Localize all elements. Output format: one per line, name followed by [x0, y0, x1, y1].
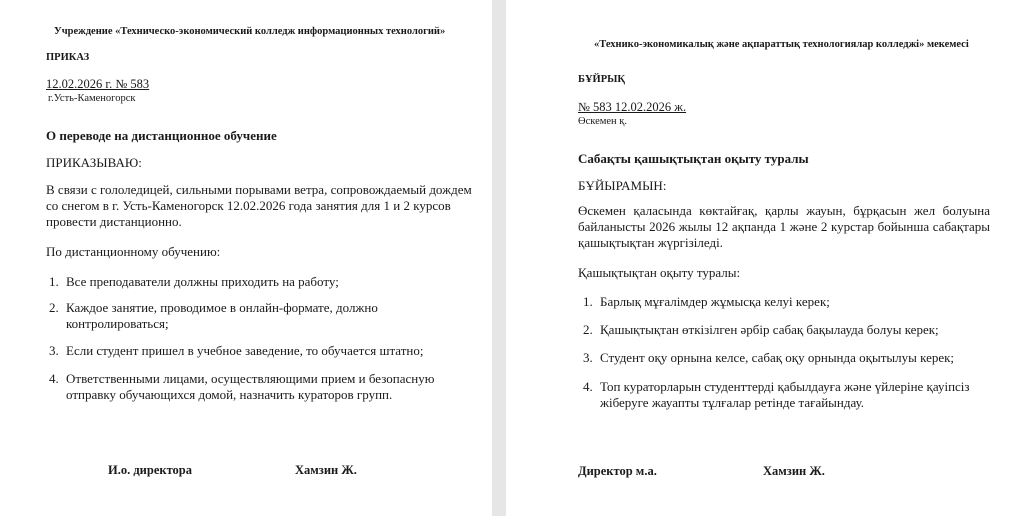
city: Өскемен қ. — [578, 116, 628, 127]
list-item-text: Қашықтықтан өткізілген әрбір сабақ бақылауда болуы керек; — [600, 322, 939, 337]
order-word: БҰЙЫРАМЫН: — [578, 178, 667, 193]
list-intro: Қашықтықтан оқыту туралы: — [578, 265, 741, 280]
document-page-kazakh — [506, 0, 1024, 516]
body-line: провести дистанционно. — [46, 214, 182, 229]
list-item-number: 3. — [49, 343, 59, 358]
list-item-number: 4. — [583, 379, 593, 394]
body-line: В связи с гололедицей, сильными порывами ветра, сопровождаемый дождем — [46, 182, 472, 197]
signature-name: Хамзин Ж. — [295, 463, 357, 477]
list-item-number: 4. — [49, 371, 59, 386]
list-item-text: Если студент пришел в учебное заведение, то обучается штатно; — [66, 343, 424, 358]
doc-type: БҰЙРЫҚ — [578, 74, 626, 85]
body-line-part: со снегом в г. Усть-Каменогорск 12.02.2026 года занятия для 1 и 2 курсов — [46, 198, 451, 213]
list-item-text: Студент оқу орнына келсе, сабақ оқу орнында оқытылуы керек; — [600, 350, 955, 365]
list-item-text: жіберуге жауапты тұлғалар ретінде тағайындау. — [600, 395, 865, 410]
order-word: ПРИКАЗЫВАЮ: — [46, 155, 142, 170]
body-line: байланысты 2026 жылы 12 ақпанда 1 және 2 курстар бойынша сабақтары — [578, 219, 990, 234]
list-item-number: 1. — [49, 274, 59, 289]
list-item-text: контролироваться; — [66, 316, 169, 331]
signature-name: Хамзин Ж. — [763, 464, 825, 478]
date-number: 12.02.2026 г. № 583 — [46, 77, 150, 91]
body-line: қашықтықтан жүргізіледі. — [578, 235, 723, 250]
list-item-number: 3. — [583, 350, 593, 365]
institution-name: Учреждение «Техническо-экономический колледж информационных технологий» — [54, 26, 446, 37]
city: г.Усть-Каменогорск — [48, 93, 136, 104]
list-item-number: 2. — [583, 322, 593, 337]
doc-type: ПРИКАЗ — [46, 52, 90, 63]
doc-title: О переводе на дистанционное обучение — [46, 128, 277, 143]
body-line — [46, 198, 451, 214]
signature-role: И.о. директора — [108, 463, 193, 477]
list-item-number: 1. — [583, 294, 593, 309]
list-item-text: Ответственными лицами, осуществляющими прием и безопасную — [66, 371, 435, 386]
list-item-text: Все преподаватели должны приходить на работу; — [66, 274, 339, 289]
number-date: № 583 12.02.2026 ж. — [578, 100, 687, 114]
list-item-text: отправку обучающихся домой, назначить кураторов групп. — [66, 387, 393, 402]
page-gap — [492, 0, 506, 516]
list-item-number: 2. — [49, 300, 59, 315]
document-page-russian — [0, 0, 492, 516]
list-intro: По дистанционному обучению: — [46, 244, 221, 259]
list-item-text: Топ кураторларын студенттерді қабылдауға және үйлеріне қауіпсіз — [600, 379, 970, 394]
list-item-text: Каждое занятие, проводимое в онлайн-формате, должно — [66, 300, 378, 315]
institution-name: «Техникo-экономикалық және ақпараттық технологиялар колледжі» мекемесі — [594, 39, 969, 50]
signature-role: Директор м.а. — [578, 464, 657, 478]
body-line: Өскемен қаласында көктайғақ, қарлы жауын, бұрқасын жел болуына — [578, 203, 990, 218]
doc-title: Сабақты қашықтықтан оқыту туралы — [578, 151, 809, 166]
list-item-text: Барлық мұғалімдер жұмысқа келуі керек; — [600, 294, 830, 309]
